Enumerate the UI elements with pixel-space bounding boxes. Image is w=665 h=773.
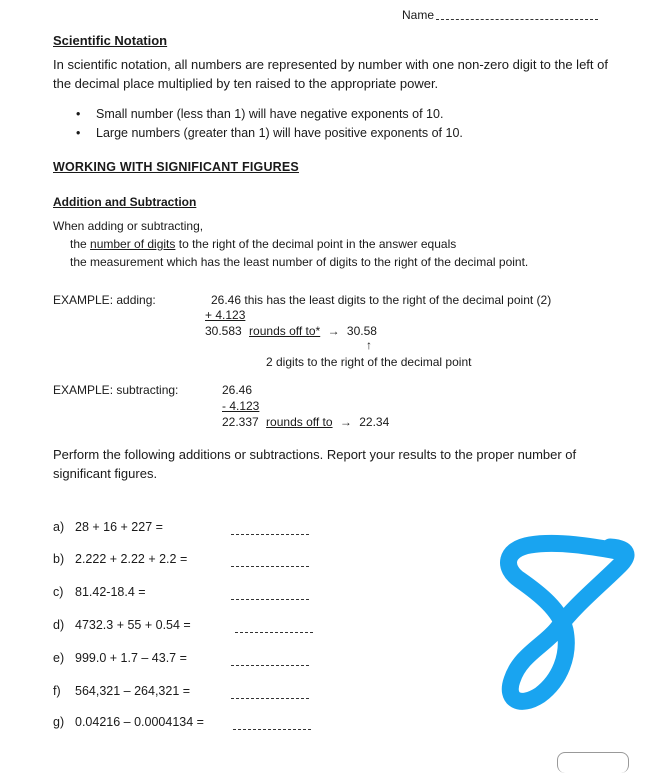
addition-subtraction-subtitle: Addition and Subtraction xyxy=(53,195,197,209)
example-adding-rounds-text: rounds off to* xyxy=(249,324,321,338)
problem-letter: a) xyxy=(53,520,65,534)
example-subtracting-result: 22.337 xyxy=(222,415,259,429)
bullet-text: Large numbers (greater than 1) will have positive exponents of 10. xyxy=(96,126,463,140)
problem-letter: f) xyxy=(53,684,61,698)
name-label: Name xyxy=(402,8,435,22)
problem-letter: b) xyxy=(53,552,65,566)
problem-letter: e) xyxy=(53,651,65,665)
example-adding-note: 2 digits to the right of the decimal point xyxy=(266,355,472,369)
problem-letter: d) xyxy=(53,618,65,632)
rule-line-1: When adding or subtracting, xyxy=(53,219,204,233)
corner-fragment xyxy=(557,752,629,773)
example-adding-label: EXAMPLE: adding: xyxy=(53,293,156,307)
problem-expression: 81.42-18.4 = xyxy=(75,585,146,599)
problem-expression: 564,321 – 264,321 = xyxy=(75,684,191,698)
example-subtracting-rounded: 22.34 xyxy=(359,415,390,429)
problem-letter: g) xyxy=(53,715,65,729)
right-arrow-icon: → xyxy=(327,324,340,338)
problem-expression: 0.04216 – 0.0004134 = xyxy=(75,715,204,729)
instructions: Perform the following additions or subtractions. Report your results to the proper number of significant figures. xyxy=(53,447,577,481)
rule-line-2-underlined: number of digits xyxy=(90,237,176,251)
example-subtracting-rounds-text: rounds off to xyxy=(266,415,333,429)
bullet-dot-icon: • xyxy=(76,126,81,140)
example-adding-line1: 26.46 this has the least digits to the right of the decimal point (2) xyxy=(211,293,552,307)
example-subtracting-line2: - 4.123 xyxy=(222,399,260,413)
bullet-dot-icon: • xyxy=(76,107,81,121)
problem-expression: 4732.3 + 55 + 0.54 = xyxy=(75,618,191,632)
scientific-notation-paragraph: In scientific notation, all numbers are represented by number with one non-zero digit to the left of the decimal place multiplied by ten raised to the appropriate power. xyxy=(53,57,608,91)
problem-expression: 2.222 + 2.22 + 2.2 = xyxy=(75,552,188,566)
example-adding-rounded: 30.58 xyxy=(346,324,377,338)
problem-letter: c) xyxy=(53,585,64,599)
example-subtracting-line1: 26.46 xyxy=(222,383,253,397)
example-subtracting-label: EXAMPLE: subtracting: xyxy=(53,383,179,397)
scientific-notation-title: Scientific Notation xyxy=(53,33,168,48)
right-arrow-icon: → xyxy=(339,415,352,429)
problem-expression: 28 + 16 + 227 = xyxy=(75,520,163,534)
rule-line-2-post: to the right of the decimal point in the answer equals xyxy=(175,237,457,251)
up-arrow-icon: ↑ xyxy=(366,338,372,352)
svg-text:8: 8 xyxy=(0,0,1,1)
rule-line-2-pre: the xyxy=(70,237,91,251)
example-adding-line2: + 4.123 xyxy=(205,308,246,322)
example-adding-result: 30.583 xyxy=(205,324,242,338)
problem-expression: 999.0 + 1.7 – 43.7 = xyxy=(75,651,187,665)
rule-line-3: the measurement which has the least number of digits to the right of the decimal point. xyxy=(70,255,529,269)
bullet-text: Small number (less than 1) will have negative exponents of 10. xyxy=(96,107,444,121)
sig-figs-title: WORKING WITH SIGNIFICANT FIGURES xyxy=(53,160,299,174)
